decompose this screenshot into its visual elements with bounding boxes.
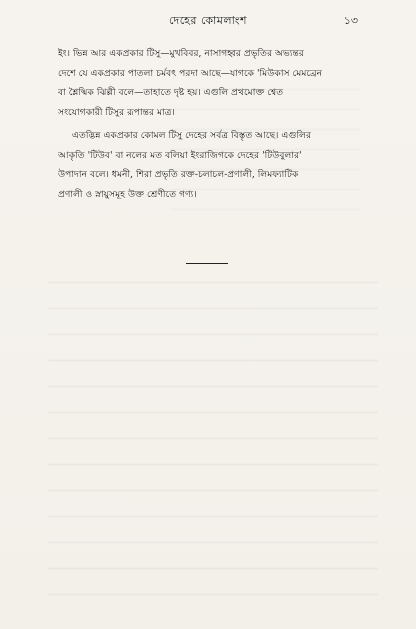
body-text: [58, 44, 366, 204]
text-line: উপাদান বলে। ধমনী, শিরা প্রভৃতি রক্ত-চলাচল-প্রণালী, লিমফ্যাটিক: [58, 169, 299, 180]
text-line: দেশে যে একপ্রকার পাতলা চর্মবৎ পরদা আছে—যাগকে 'মিউকাস মেমব্রেন: [58, 67, 323, 79]
text-line: প্রণালী ও স্নায়ুসমূহ উক্ত শ্রেণীতে গণ্য।: [58, 188, 197, 200]
text-line: বা শ্লৈষ্মিক ঝিল্লী বলে—তাহাতে দৃষ্ট হয়। এগুলি প্রথমোক্ত শ্বেত: [58, 87, 284, 98]
section-divider-rule: [186, 263, 228, 264]
running-header-title: দেহের কোমলাংশ: [168, 14, 248, 27]
text-line: সংযোগকারী টিসুর রূপান্তর মাত্র।: [58, 106, 175, 118]
paragraph-1: [58, 44, 366, 122]
bleed-through-texture: [48, 270, 378, 600]
text-line: ইং। ভিন্ন আর একপ্রকার টিসু—মুখবিবর, নাসাগহ্বর প্রভৃতির অভ্যন্তর: [58, 48, 304, 59]
text-line: আকৃতি 'টিউব' বা নলের মত বলিয়া ইংরাজিগকে দেহের 'টিউবুলার': [58, 149, 302, 161]
page-number: ১৩: [343, 14, 358, 27]
text-line: এতদ্ভিন্ন একপ্রকার কোমল টিসু দেহের সর্বত্র বিস্তৃত আছে। এগুলির: [72, 130, 312, 141]
paragraph-2: [58, 126, 366, 204]
